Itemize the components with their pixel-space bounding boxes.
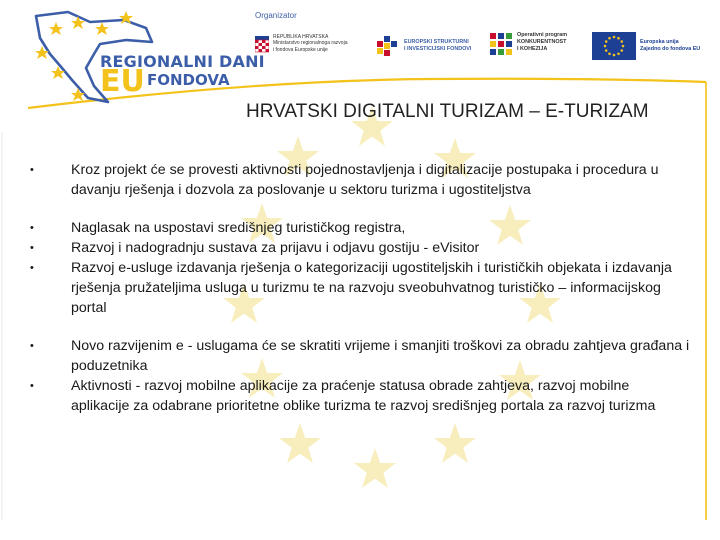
- list-item: [30, 238, 690, 258]
- esif-mosaic-icon: [375, 33, 401, 59]
- logo-fondova: FONDOVA: [147, 71, 230, 89]
- esif-logo: [375, 30, 485, 60]
- list-item: [30, 336, 690, 376]
- logo-eu: EU: [100, 64, 145, 99]
- esif-line: EUROPSKI STRUKTURNI: [404, 39, 469, 45]
- opkk-mosaic-icon: [490, 33, 512, 57]
- bullet-icon: •: [30, 340, 34, 352]
- bullet-icon: •: [30, 242, 34, 254]
- list-item: [30, 376, 690, 416]
- esif-line: I INVESTICIJSKI FONDOVI: [404, 46, 472, 52]
- ministry-line: i fondova Europske unije: [273, 46, 328, 53]
- ministry-line: REPUBLIKA HRVATSKA: [273, 34, 329, 40]
- list-item-text: Kroz projekt će se provesti aktivnosti pojednostavljenja i digitalizacije postupaka i procedura u davanju rješenja i dozvola za poslovanje u sektoru turizma i ugostiteljstva: [71, 162, 659, 198]
- list-item-text: Razvoj i nadogradnju sustava za prijavu i odjavu gostiju - eVisitor: [71, 240, 480, 256]
- bullet-icon: •: [30, 164, 34, 176]
- bullet-icon: •: [30, 222, 34, 234]
- eu-flag-caption: [640, 39, 700, 53]
- bullet-icon: •: [30, 262, 34, 274]
- eu-caption-line: Zajedno do fondova EU: [640, 46, 701, 52]
- ministry-logo: [255, 34, 365, 60]
- list-item-text: Novo razvijenim e - uslugama će se skratiti vrijeme i smanjiti troškovi za obradu zahtjeva građana i poduzetnika: [71, 338, 690, 374]
- organizator-label: Organizator: [255, 11, 297, 20]
- opkk-line: I KOHEZIJA: [517, 46, 548, 52]
- list-item: [30, 218, 690, 238]
- eu-caption-line: Europska unija: [640, 39, 679, 45]
- list-item-text: Aktivnosti - razvoj mobilne aplikacije za praćenje statusa obrade zahtjeva, razvoj mobilne aplikacije za odabrane prioritetne oblike turizma te razvoj središnjeg portala za razvoj turizma: [71, 378, 656, 414]
- bullet-icon: •: [30, 380, 34, 392]
- eu-stars-circle-icon: [592, 32, 636, 60]
- croatian-coat-of-arms-icon: [255, 36, 269, 54]
- slide-title: HRVATSKI DIGITALNI TURIZAM – E-TURIZAM: [246, 101, 649, 122]
- logo-title: REGIONALNI DANI: [100, 52, 265, 71]
- list-item-text: Razvoj e-usluge izdavanja rješenja o kategorizaciji ugostiteljskih i turističkih objekata i izdavanja rješenja pružateljima usluga u turizmu te na razvoju sveobuhvatnog turističko – informacijskog portal: [71, 260, 672, 316]
- opkk-logo: [490, 30, 590, 60]
- opkk-line: KONKURENTNOST: [517, 39, 567, 45]
- eu-flag-icon: [592, 32, 636, 60]
- list-item: [30, 160, 690, 200]
- opkk-line: Operativni program: [517, 32, 568, 38]
- list-item: [30, 258, 690, 318]
- ministry-line: Ministarstvo regionalnoga razvoja: [273, 40, 348, 47]
- list-item-text: Naglasak na uspostavi središnjeg turističkog registra,: [71, 220, 406, 236]
- bullet-list: [30, 160, 690, 416]
